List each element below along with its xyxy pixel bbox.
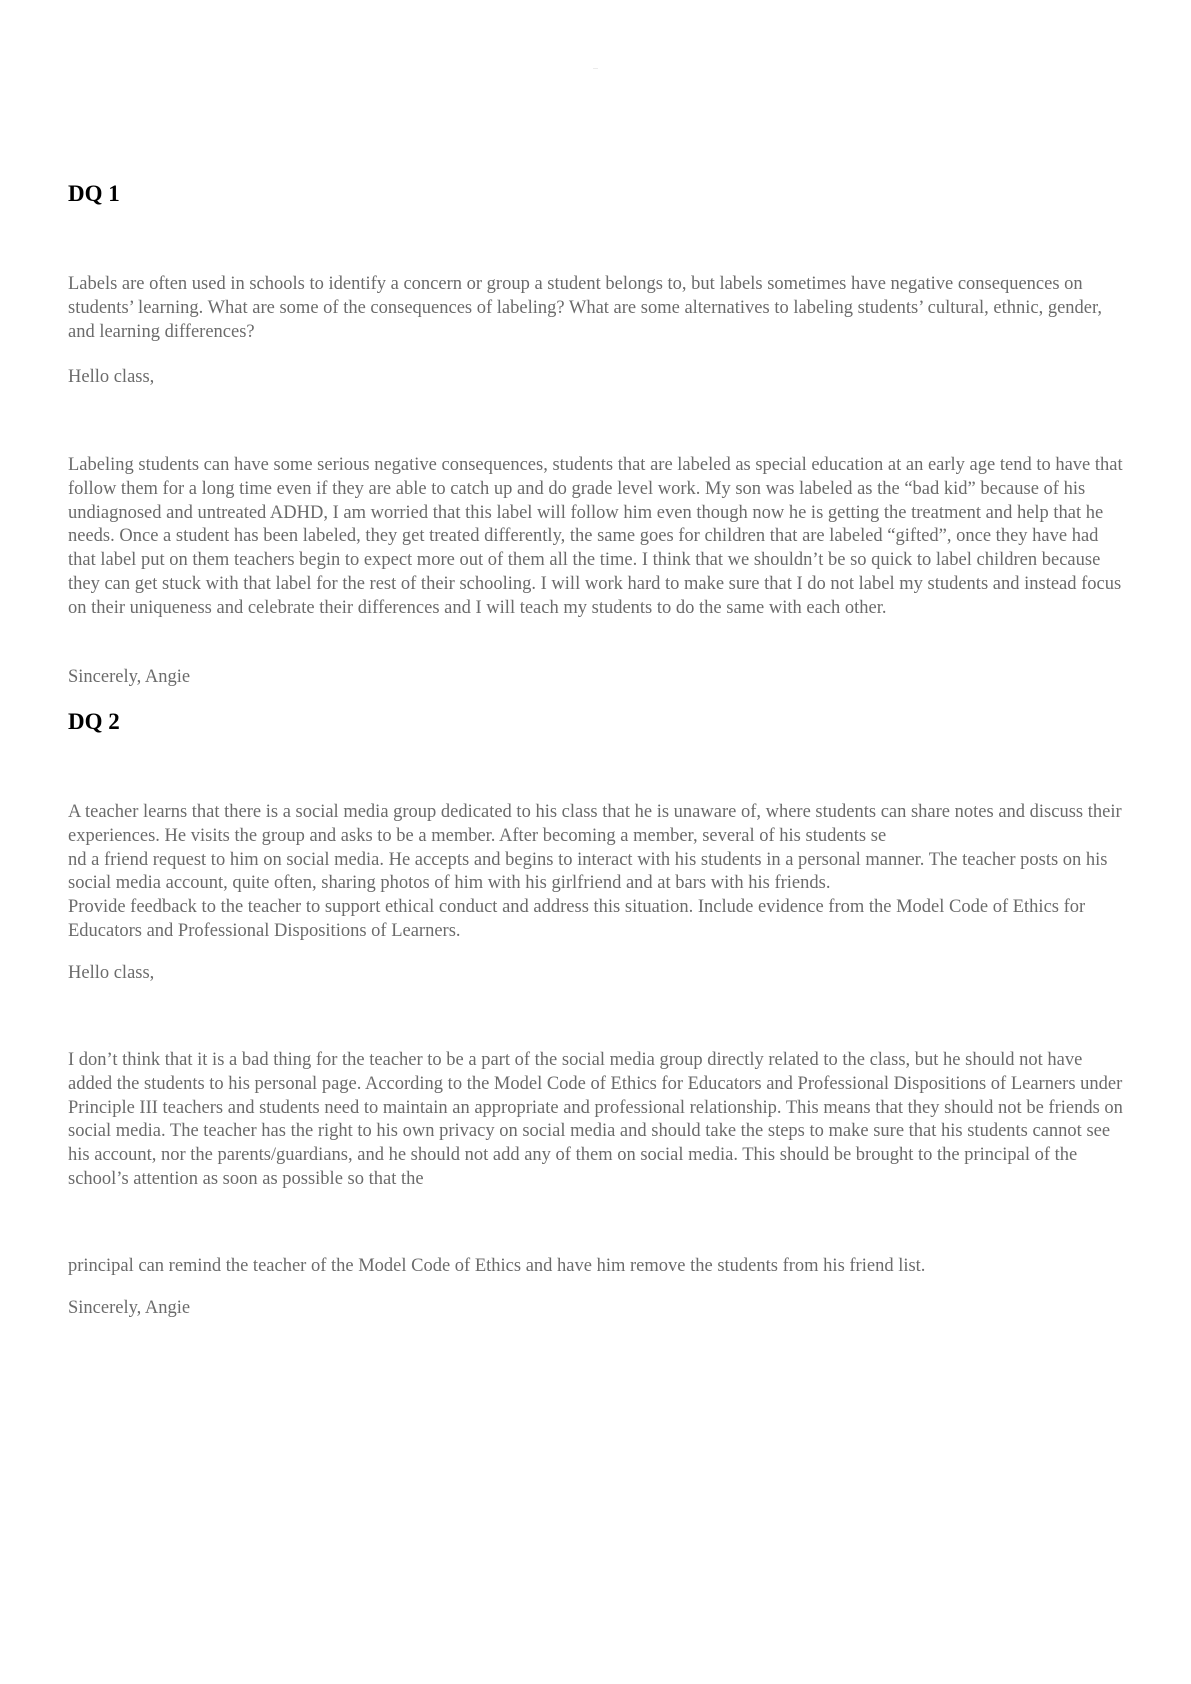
dq2-prompt-line2: nd a friend request to him on social media. He accepts and begins to interact with his students in a personal manner. The teacher posts on his social media account, quite often, sharing photos of him with his girlfriend and at bars with his friends. bbox=[68, 849, 1108, 894]
dq2-prompt bbox=[68, 801, 1128, 944]
dq2-heading: DQ 2 bbox=[68, 709, 120, 734]
dq2-greeting: Hello class, bbox=[68, 963, 155, 983]
dq1-prompt: Labels are often used in schools to identify a concern or group a student belongs to, but labels sometimes have negative consequences on students’ learning. What are some of the consequences of labeling? What are some alternatives to labeling students’ cultural, ethnic, gender, and learning differences? bbox=[68, 274, 1103, 342]
dq1-greeting: Hello class, bbox=[68, 367, 155, 387]
dq2-prompt-line1: A teacher learns that there is a social media group dedicated to his class that he is unaware of, where students can share notes and discuss their experiences. He visits the group and asks to be a member. After becoming a member, several of his students se bbox=[68, 802, 1122, 846]
dq2-prompt-line3: Provide feedback to the teacher to support ethical conduct and address this situation. Include evidence from the Model Code of Ethics for Educators and Professional Dispositions of Learners. bbox=[68, 897, 1086, 941]
dq2-signoff: Sincerely, Angie bbox=[68, 1298, 191, 1318]
dq1-response: Labeling students can have some serious negative consequences, students that are labeled as special education at an early age tend to have that follow them for a long time even if they are able to catch up and do grade level work. My son was labeled as the “bad kid” because of his undiagnosed and untreated ADHD, I am worried that this label will follow him even though now he is getting the treatment and help that he needs. Once a student has been labeled, they get treated differently, the same goes for children that are labeled “gifted”, once they have had that label put on them teachers begin to expect more out of them all the time. I think that we shouldn’t be so quick to label children because they can get stuck with that label for the rest of their schooling. I will work hard to make sure that I do not label my students and instead focus on their uniqueness and celebrate their differences and I will teach my students to do the same with each other. bbox=[68, 455, 1123, 618]
header-mark: ----- bbox=[593, 66, 598, 70]
dq1-signoff: Sincerely, Angie bbox=[68, 667, 191, 687]
dq2-response-part1: I don’t think that it is a bad thing for the teacher to be a part of the social media group directly related to the class, but he should not have added the students to his personal page. According to the Model Code of Ethics for Educators and Professional Dispositions of Learners under Principle III teachers and students need to maintain an appropriate and professional relationship. This means that they should not be friends on social media. The teacher has the right to his own privacy on social media and should take the steps to make sure that his students cannot see his account, nor the parents/guardians, and he should not add any of them on social media. This should be brought to the principal of the school’s attention as soon as possible so that the bbox=[68, 1050, 1123, 1189]
dq1-heading: DQ 1 bbox=[68, 181, 120, 206]
dq2-response-part2: principal can remind the teacher of the Model Code of Ethics and have him remove the students from his friend list. bbox=[68, 1256, 926, 1276]
